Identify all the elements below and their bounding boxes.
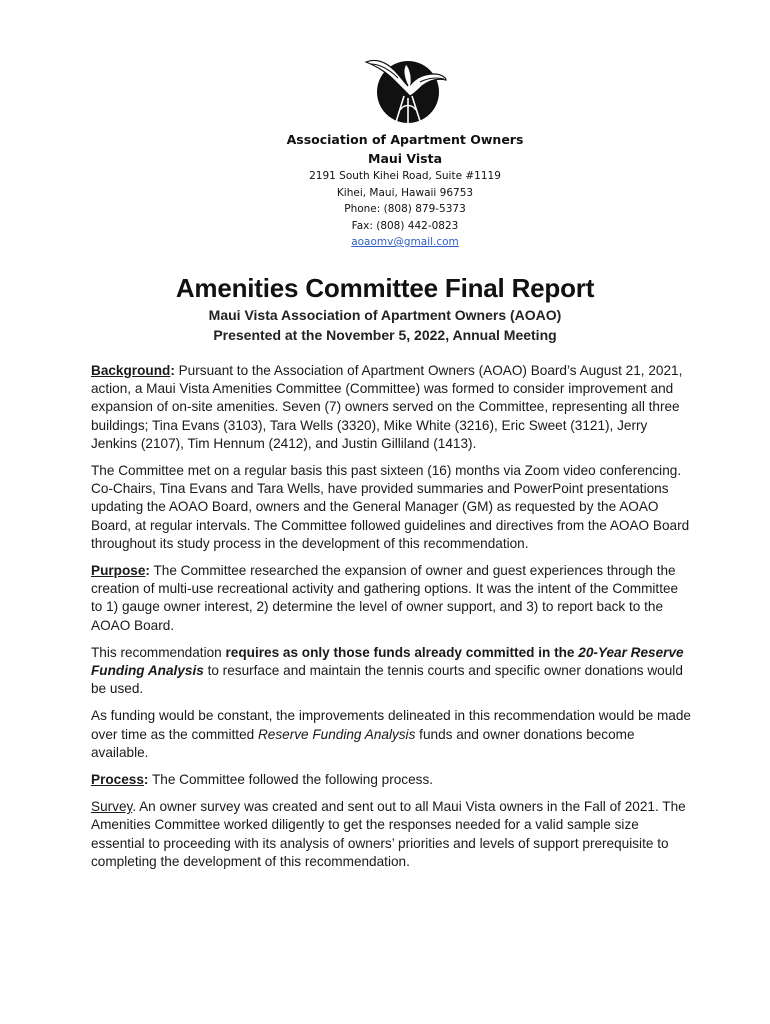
constant-funding-paragraph xyxy=(91,707,691,762)
background-paragraph xyxy=(91,362,691,453)
funding-reserve-years: 20-Year xyxy=(578,644,627,660)
meetings-paragraph: The Committee met on a regular basis this past sixteen (16) months via Zoom video conferencing. Co-Chairs, Tina Evans and Tara Wells, have provided summaries and PowerPoint presentations updating the AOAO Board, owners and the General Manager (GM) as requested by the AOAO Board, at regular intervals. The Committee followed guidelines and directives from the AOAO Board throughout its study process in the development of this recommendation. xyxy=(91,463,690,551)
funding-reserve-analysis: Reserve Funding Analysis xyxy=(91,644,684,679)
address-line1: 2191 South Kihei Road, Suite #1119 xyxy=(309,170,501,182)
fax-number: Fax: (808) 442-0823 xyxy=(351,219,459,232)
report-title: Amenities Committee Final Report xyxy=(175,273,595,303)
constant-text-end: funds and owner donations become available. xyxy=(91,726,635,760)
report-subtitle-association: Maui Vista Association of Apartment Owners (AOAO) xyxy=(208,307,562,323)
bird-logo-icon xyxy=(364,52,448,124)
funding-text-start: This recommendation xyxy=(91,644,226,660)
process-text: The Committee followed the following process. xyxy=(148,772,434,788)
purpose-paragraph xyxy=(91,562,691,635)
background-text: Pursuant to the Association of Apartment Owners (AOAO) Board’s August 21, 2021, action, a Maui Vista Amenities Committee (Committee) was formed to consider improvement and expansion of on-site amenities. Seven (7) owners served on the Committee, representing all three buildings; Tina Evans (3103), Tara Wells (3320), Mike White (3216), Eric Sweet (3121), Jerry Jenkins (2107), Tim Hennum (2412), and Justin Gilliland (1413). xyxy=(91,363,683,451)
report-subtitle-meeting: Presented at the November 5, 2022, Annual Meeting xyxy=(213,327,557,343)
org-name-line1: Association of Apartment Owners xyxy=(286,132,524,147)
letterhead xyxy=(0,130,770,251)
org-name-line2: Maui Vista xyxy=(368,151,442,166)
process-paragraph xyxy=(91,771,691,789)
purpose-heading: Purpose xyxy=(91,563,146,579)
report-body xyxy=(91,362,691,880)
funding-paragraph xyxy=(91,644,691,699)
process-heading: Process xyxy=(91,772,144,788)
email-link[interactable]: aoaomv@gmail.com xyxy=(351,236,459,248)
process-colon: : xyxy=(143,772,149,788)
funding-bold-text: requires as only those funds already committed in the xyxy=(225,644,579,660)
survey-heading: Survey xyxy=(91,799,133,815)
constant-reserve-analysis: Reserve Funding Analysis xyxy=(257,726,416,742)
purpose-text: The Committee researched the expansion of owner and guest experiences through the creation of multi-use recreational activity and gathering options. It was the intent of the Committee to 1) gauge owner interest, 2) determine the level of owner support, and 3) to report back to the AOAO Board. xyxy=(91,563,679,633)
survey-text: . An owner survey was created and sent out to all Maui Vista owners in the Fall of 2021. The Amenities Committee worked diligently to get the responses needed for a valid sample size essential to proceeding with its analysis of owners’ priorities and levels of support prerequisite to completing the development of this recommendation. xyxy=(91,799,686,869)
constant-text-start: As funding would be constant, the improvements delineated in this recommendation would be made over time as the committed xyxy=(91,708,691,742)
background-colon: : xyxy=(170,363,175,378)
background-heading: Background xyxy=(91,363,171,378)
purpose-colon: : xyxy=(145,563,150,579)
funding-text-end: to resurface and maintain the tennis courts and specific owner donations would be used. xyxy=(91,663,683,697)
report-title-block xyxy=(0,271,770,345)
phone-number: Phone: (808) 879-5373 xyxy=(344,203,466,215)
survey-paragraph xyxy=(91,798,691,871)
address-line2: Kihei, Maui, Hawaii 96753 xyxy=(336,186,474,199)
